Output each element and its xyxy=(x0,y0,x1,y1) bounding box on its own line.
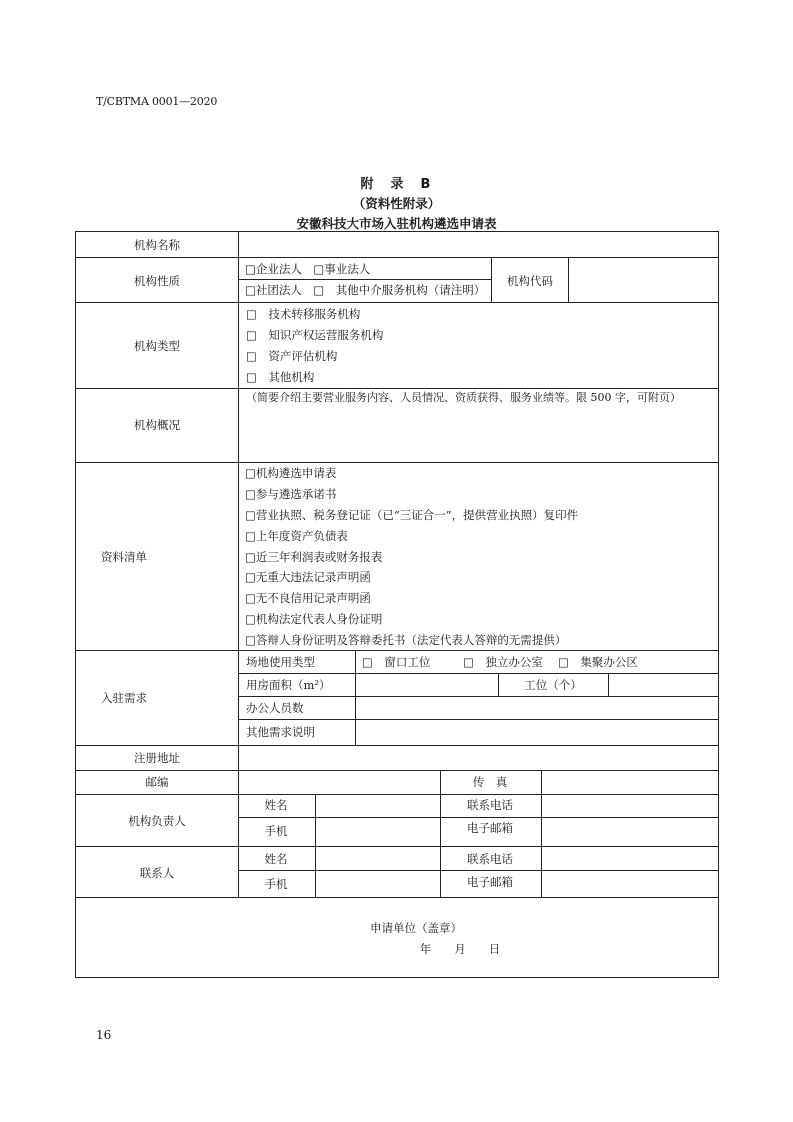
row-divider xyxy=(75,846,719,847)
material-item[interactable]: □机构法定代表人身份证明 xyxy=(245,612,383,626)
applicant-seal-label: 申请单位（盖章） xyxy=(370,921,462,935)
material-item[interactable]: □无不良信用记录声明函 xyxy=(245,591,371,605)
table-border-right xyxy=(718,231,719,978)
contact-phone-label: 联系电话 xyxy=(467,852,513,866)
row-divider xyxy=(75,794,719,795)
material-item[interactable]: □上年度资产负债表 xyxy=(245,529,348,543)
col-divider xyxy=(491,257,492,303)
other-needs-label: 其他需求说明 xyxy=(246,725,315,739)
row-divider xyxy=(75,257,719,258)
area-label: 用房面积（m²） xyxy=(246,678,331,692)
material-item[interactable]: □答辩人身份证明及答辩委托书（法定代表人答辩的无需提供） xyxy=(245,633,567,647)
fax-label: 传 真 xyxy=(472,775,508,789)
row-divider xyxy=(75,388,719,389)
contact-label: 联系人 xyxy=(139,866,175,880)
site-option-window[interactable]: □ 窗口工位 xyxy=(362,655,431,669)
col-divider xyxy=(568,257,569,303)
org-type-option-4[interactable]: □ 其他机构 xyxy=(246,370,315,384)
staff-label: 办公人员数 xyxy=(246,701,304,715)
row-divider xyxy=(75,897,719,898)
contact-name-label: 姓名 xyxy=(264,852,288,866)
org-nature-options-line2[interactable]: □社团法人 □ 其他中介服务机构（请注明） xyxy=(245,283,486,297)
table-border-top xyxy=(75,231,719,232)
standard-code: T/CBTMA 0001—2020 xyxy=(96,95,218,108)
principal-email-label: 电子邮箱 xyxy=(467,821,513,835)
table-border-bottom xyxy=(75,977,719,978)
reg-address-label: 注册地址 xyxy=(134,751,180,765)
material-item[interactable]: □参与遴选承诺书 xyxy=(245,487,337,501)
org-type-option-3[interactable]: □ 资产评估机构 xyxy=(246,349,338,363)
material-item[interactable]: □无重大违法记录声明函 xyxy=(245,570,371,584)
row-divider xyxy=(238,817,719,818)
materials-label: 资料清单 xyxy=(101,550,147,564)
row-divider xyxy=(75,302,719,303)
date-line: 年 月 日 xyxy=(419,942,501,956)
org-type-option-2[interactable]: □ 知识产权运营服务机构 xyxy=(246,328,384,342)
col-divider xyxy=(440,794,441,898)
page-number: 16 xyxy=(96,1028,112,1042)
needs-label: 入驻需求 xyxy=(101,691,147,705)
col-divider xyxy=(541,794,542,898)
overview-label: 机构概况 xyxy=(134,418,180,432)
org-name-label: 机构名称 xyxy=(134,238,180,252)
org-type-label: 机构类型 xyxy=(134,339,180,353)
col-divider xyxy=(541,770,542,795)
site-option-cluster[interactable]: □ 集聚办公区 xyxy=(558,655,638,669)
row-divider xyxy=(75,650,719,651)
site-option-office[interactable]: □ 独立办公室 xyxy=(463,655,543,669)
org-nature-options-line1[interactable]: □企业法人 □事业法人 xyxy=(245,262,371,276)
appendix-title: 附 录 B xyxy=(360,177,433,192)
material-item[interactable]: □营业执照、税务登记证（已“三证合一”，提供营业执照）复印件 xyxy=(245,508,579,522)
col-divider xyxy=(355,650,356,746)
col-divider xyxy=(315,794,316,898)
row-divider xyxy=(75,745,719,746)
appendix-nature: （资料性附录） xyxy=(352,196,441,211)
form-title: 安徽科技大市场入驻机构遴选申请表 xyxy=(296,216,497,231)
material-item[interactable]: □机构遴选申请表 xyxy=(245,466,337,480)
org-type-option-1[interactable]: □ 技术转移服务机构 xyxy=(246,307,361,321)
row-divider xyxy=(238,696,719,697)
org-nature-label: 机构性质 xyxy=(134,274,180,288)
principal-mobile-label: 手机 xyxy=(264,824,288,838)
contact-mobile-label: 手机 xyxy=(264,877,288,891)
overview-hint: （简要介绍主要营业服务内容、人员情况、资质获得、服务业绩等。限 500 字，可附页） xyxy=(246,391,681,404)
row-divider xyxy=(238,673,719,674)
row-divider xyxy=(75,770,719,771)
contact-email-label: 电子邮箱 xyxy=(467,875,513,889)
table-border-left xyxy=(75,231,76,978)
principal-label: 机构负责人 xyxy=(128,814,186,828)
row-divider xyxy=(75,462,719,463)
org-code-label: 机构代码 xyxy=(507,274,553,288)
row-divider xyxy=(238,279,491,280)
row-divider xyxy=(238,719,719,720)
col-divider xyxy=(608,673,609,697)
col-divider xyxy=(498,673,499,697)
principal-phone-label: 联系电话 xyxy=(467,798,513,812)
col-divider xyxy=(440,770,441,795)
station-label: 工位（个） xyxy=(524,678,582,692)
postcode-label: 邮编 xyxy=(145,775,169,789)
site-type-label: 场地使用类型 xyxy=(246,655,315,669)
row-divider xyxy=(238,870,719,871)
principal-name-label: 姓名 xyxy=(264,798,288,812)
material-item[interactable]: □近三年利润表或财务报表 xyxy=(245,550,383,564)
col-divider xyxy=(238,231,239,898)
